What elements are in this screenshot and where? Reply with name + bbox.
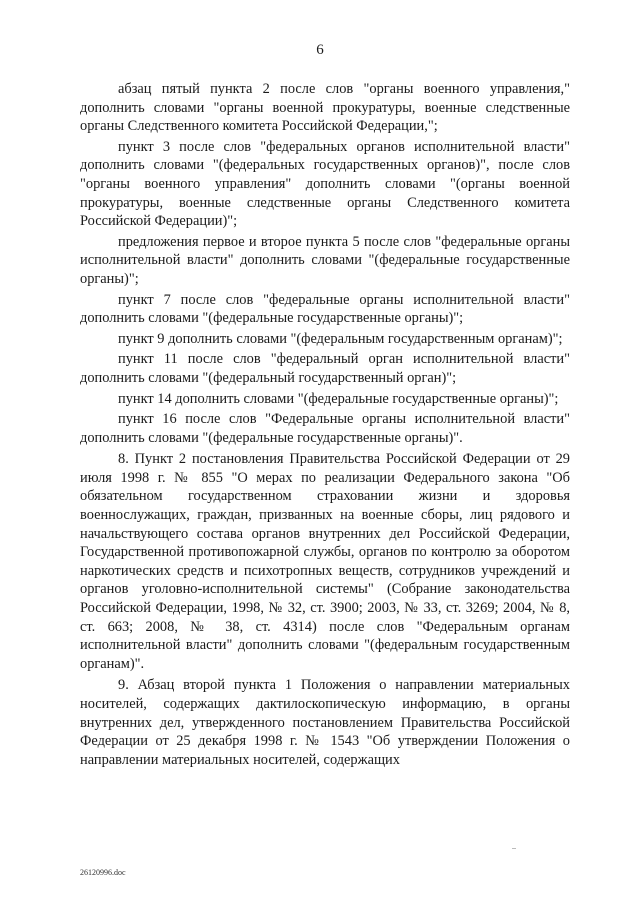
paragraph-item-9: 9. Абзац второй пункта 1 Положения о направлении материальных носителей, содержащих дактилоскопическую информацию, в органы внутренних дел, утвержденного постановлением Правительства Российской Федерации от 25 декабря 1998 г. № 1543 "Об утверждении Положения о направлении материальных носителей, содержащих [80, 677, 570, 768]
scan-artifact [512, 848, 516, 849]
paragraph: пункт 9 дополнить словами "(федеральным государственным органам)"; [118, 330, 563, 347]
paragraph: пункт 14 дополнить словами "(федеральные государственные органы)"; [118, 390, 559, 407]
paragraph: абзац пятый пункта 2 после слов "органы военного управления," дополнить словами "органы военной прокуратуры, военные следственные органы Следственного комитета Российской Федерации,"; [80, 81, 570, 135]
footer-file-code: 26120996.doc [80, 868, 126, 877]
paragraph-item-8: 8. Пункт 2 постановления Правительства Российской Федерации от 29 июля 1998 г. № 855 "О мерах по реализации Федерального закона "Об обязательном государственном страховании жизни и здоровья военнослужащих, граждан, призванных на военные сборы, лиц рядового и начальствующего состава органов внутренних дел Российской Федерации, Государственной противопожарной службы, органов по контролю за оборотом наркотических средств и психотропных веществ, сотрудников учреждений и органов уголовно-исполнительной системы" (Собрание законодательства Российской Федерации, 1998, № 32, ст. 3900; 2003, № 33, ст. 3269; 2004, № 8, ст. 663; 2008, № 38, ст. 4314) после слов "Федеральным органам исполнительной власти" дополнить словами "(федеральным государственным органам)". [80, 451, 570, 672]
paragraph: пункт 16 после слов "Федеральные органы исполнительной власти" дополнить словами "(федеральные государственные органы)". [80, 411, 570, 446]
paragraph: предложения первое и второе пункта 5 после слов "федеральные органы исполнительной власти" дополнить словами "(федеральные государственные органы)"; [80, 233, 570, 287]
document-body [80, 80, 570, 771]
page-number: 6 [316, 42, 324, 58]
paragraph: пункт 7 после слов "федеральные органы исполнительной власти" дополнить словами "(федеральные государственные органы)"; [80, 291, 570, 327]
paragraph: пункт 3 после слов "федеральных органов исполнительной власти" дополнить словами "(федеральных государственных органов)", после слов "органы военного управления" дополнить словами "(органы военной прокуратуры, военные следственные органы Следственного комитета Российской Федерации)"; [80, 138, 570, 230]
paragraph: пункт 11 после слов "федеральный орган исполнительной власти" дополнить словами "(федеральный государственный орган)"; [80, 351, 570, 386]
